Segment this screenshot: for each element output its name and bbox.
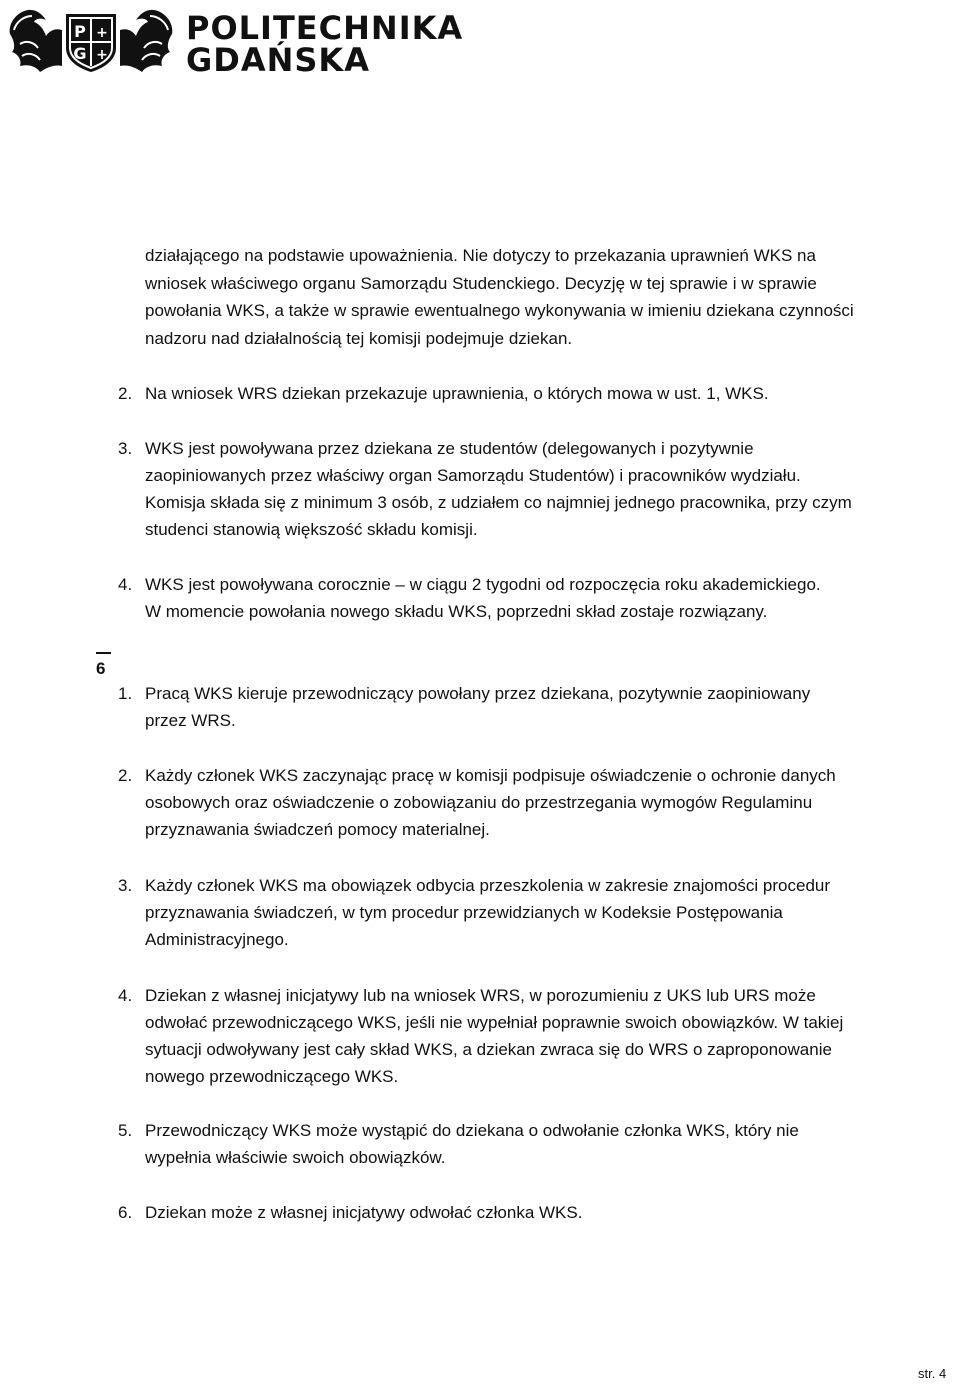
text-line: działającego na podstawie upoważnienia. Nie dotyczy to przekazania uprawnień WKS na xyxy=(145,246,816,265)
text-line: Dziekan może z własnej inicjatywy odwołać członka WKS. xyxy=(145,1203,583,1222)
svg-text:+: + xyxy=(96,47,108,63)
item-number: 2. xyxy=(118,384,133,403)
text-line: odwołać przewodniczącego WKS, jeśli nie wypełniał poprawnie swoich obowiązków. W takiej xyxy=(145,1013,844,1032)
university-logo xyxy=(6,4,464,79)
svg-text:P: P xyxy=(74,22,86,41)
text-line: sytuacji odwoływany jest cały skład WKS, a dziekan zwraca się do WRS o zaproponowanie xyxy=(145,1040,832,1059)
text-line: Każdy członek WKS ma obowiązek odbycia przeszkolenia w zakresie znajomości procedur xyxy=(145,876,831,895)
text-line: WKS jest powoływana przez dziekana ze studentów (delegowanych i pozytywnie xyxy=(145,439,754,458)
item-number: 2. xyxy=(118,766,133,785)
logo-wordmark-line2: GDAŃSKA xyxy=(186,41,370,79)
text-line: Pracą WKS kieruje przewodniczący powołany przez dziekana, pozytywnie zaopiniowany xyxy=(145,684,811,703)
text-line: przyznawania świadczeń, w tym procedur przewidzianych w Kodeksie Postępowania xyxy=(145,903,783,922)
text-line: Przewodniczący WKS może wystąpić do dziekana o odwołanie członka WKS, który nie xyxy=(145,1121,799,1140)
text-line: W momencie powołania nowego składu WKS, poprzedni skład zostaje rozwiązany. xyxy=(145,602,768,621)
text-line: Na wniosek WRS dziekan przekazuje uprawnienia, o których mowa w ust. 1, WKS. xyxy=(145,384,769,403)
text-line: przez WRS. xyxy=(145,711,236,730)
page-number: str. 4 xyxy=(918,1366,947,1381)
text-line: Dziekan z własnej inicjatywy lub na wniosek WRS, w porozumieniu z UKS lub URS może xyxy=(145,986,816,1005)
logo-wordmark-line1: POLITECHNIKA xyxy=(186,9,464,47)
text-line: Komisja składa się z minimum 3 osób, z udziałem co najmniej jednego pracownika, przy czym xyxy=(145,493,852,512)
svg-text:G: G xyxy=(73,44,87,63)
item-number: 5. xyxy=(118,1121,133,1140)
svg-text:+: + xyxy=(96,25,108,41)
griffin-emblem-icon xyxy=(6,4,176,74)
item-number: 4. xyxy=(118,986,133,1005)
item-number: 6. xyxy=(118,1203,133,1222)
item-number: 3. xyxy=(118,439,133,458)
text-line: nowego przewodniczącego WKS. xyxy=(145,1067,399,1086)
text-line: wniosek właściwego organu Samorządu Studenckiego. Decyzję w tej sprawie i w sprawie xyxy=(145,274,817,293)
text-line: WKS jest powoływana corocznie – w ciągu 2 tygodni od rozpoczęcia roku akademickiego. xyxy=(145,575,821,594)
item-number: 3. xyxy=(118,876,133,895)
item-number: 4. xyxy=(118,575,133,594)
text-line: studenci stanowią większość składu komisji. xyxy=(145,520,478,539)
text-line: powołania WKS, a także w sprawie ewentualnego wykonywania w imieniu dziekana czynności xyxy=(145,301,854,320)
text-line: Administracyjnego. xyxy=(145,930,289,949)
item-number: 1. xyxy=(118,684,133,703)
text-line: wypełnia właściwie swoich obowiązków. xyxy=(145,1148,446,1167)
text-line: osobowych oraz oświadczenie o zobowiązaniu do przestrzegania wymogów Regulaminu xyxy=(145,793,813,812)
text-line: nadzoru nad działalnością tej komisji podejmuje dziekan. xyxy=(145,329,573,348)
section-number: 6 xyxy=(96,652,111,682)
text-line: Każdy członek WKS zaczynając pracę w komisji podpisuje oświadczenie o ochronie danych xyxy=(145,766,836,785)
text-line: zaopiniowanych przez właściwy organ Samorządu Studentów) i pracowników wydziału. xyxy=(145,466,801,485)
text-line: przyznawania świadczeń pomocy materialnej. xyxy=(145,820,490,839)
